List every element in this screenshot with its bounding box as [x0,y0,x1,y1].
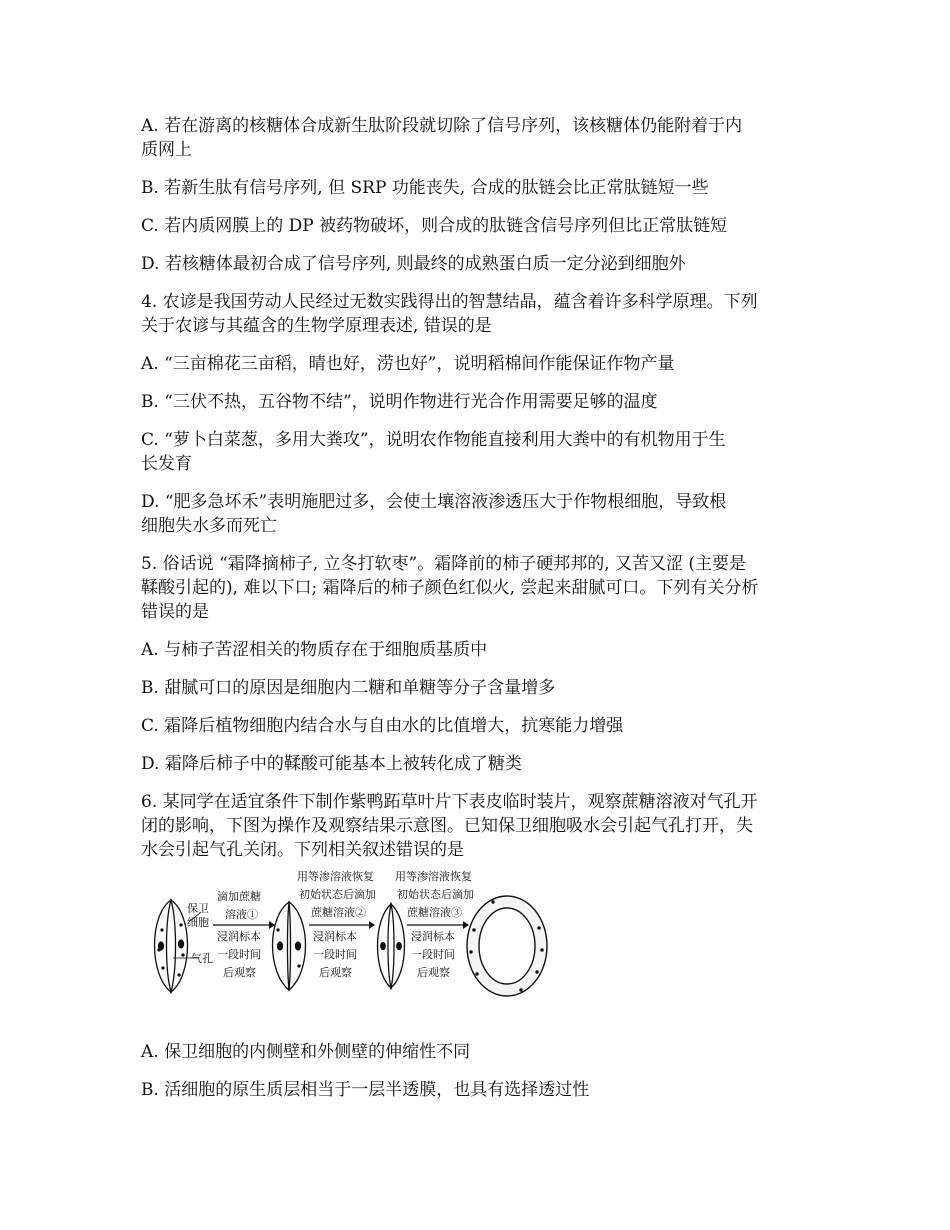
question-5-line3: 错误的是 [141,602,209,622]
option-4d-line2: 细胞失水多而死亡 [141,516,277,536]
stoma-partial [378,904,405,988]
question-6-line2: 闭的影响，下图为操作及观察结果示意图。已知保卫细胞吸水会引起气孔打开，失 [141,816,753,836]
option-6a: A. 保卫细胞的内侧壁和外侧壁的伸缩性不同 [141,1042,471,1062]
option-5a: A. 与柿子苦涩相关的物质存在于细胞质基质中 [141,640,488,660]
step1-line4: 一段时间 [217,948,261,961]
option-4c-line1: C. “萝卜白菜葱，多用大粪攻”，说明农作物能直接利用大粪中的有机物用于生 [141,430,726,450]
step2-line2: 浸润标本 [313,930,357,943]
option-3b: B. 若新生肽有信号序列, 但 SRP 功能丧失, 合成的肽链会比正常肽链短一些 [141,178,709,198]
question-4-line1: 4. 农谚是我国劳动人民经过无数实践得出的智慧结晶，蕴含着许多科学原理。下列 [141,292,758,312]
option-3a-line1: A. 若在游离的核糖体合成新生肽阶段就切除了信号序列，该核糖体仍能附着于内 [141,116,743,136]
option-4c-line2: 长发育 [141,454,192,474]
step3-line2: 浸润标本 [411,930,455,943]
step2-line3: 一段时间 [313,948,357,961]
option-4b: B. “三伏不热，五谷物不结”，说明作物进行光合作用需要足够的温度 [141,392,658,412]
option-6b: B. 活细胞的原生质层相当于一层半透膜，也具有选择透过性 [141,1080,590,1100]
option-4d-line1: D. “肥多急坏禾”表明施肥过多，会使土壤溶液渗透压大于作物根细胞，导致根 [141,492,727,512]
arrow-3-head [463,921,469,929]
label-guard-cell-1: 保卫 [187,902,209,915]
option-5b: B. 甜腻可口的原因是细胞内二糖和单糖等分子含量增多 [141,678,556,698]
label-stoma: 气孔 [191,952,213,965]
option-3a-line2: 质网上 [141,140,192,160]
step2-top-line1: 用等渗溶液恢复 [297,870,374,883]
option-5d: D. 霜降后柿子中的鞣酸可能基本上被转化成了糖类 [141,754,522,774]
label-guard-cell-2: 细胞 [187,916,209,929]
option-3c: C. 若内质网膜上的 DP 被药物破坏，则合成的肽链含信号序列但比正常肽链短 [141,216,728,236]
question-5-line2: 鞣酸引起的), 难以下口; 霜降后的柿子颜色红似火, 尝起来甜腻可口。下列有关分析 [141,578,759,598]
question-6-line1: 6. 某同学在适宜条件下制作紫鸭跖草叶片下表皮临时装片，观察蔗糖溶液对气孔开 [141,792,758,812]
stomata-experiment-figure [141,870,551,1000]
step1-line2: 溶液① [225,908,258,921]
step2-line1: 蔗糖溶液② [311,906,366,919]
stoma-open [467,896,547,996]
step2-line4: 后观察 [319,966,352,979]
step3-line4: 后观察 [417,966,450,979]
question-5-line1: 5. 俗话说 “霜降摘柿子, 立冬打软枣”。霜降前的柿子硬邦邦的, 又苦又涩 (主要是 [141,554,747,574]
question-4-line2: 关于农谚与其蕴含的生物学原理表述, 错误的是 [141,316,492,336]
question-6-line3: 水会引起气孔关闭。下列相关叙述错误的是 [141,840,464,860]
step1-line1: 滴加蔗糖 [217,890,261,903]
step1-line3: 浸润标本 [217,930,261,943]
option-4a: A. “三亩棉花三亩稻，晴也好，涝也好”，说明稻棉间作能保证作物产量 [141,354,675,374]
step2-top-line2: 初始状态后滴加 [299,888,376,901]
step3-top-line2: 初始状态后滴加 [397,888,474,901]
option-5c: C. 霜降后植物细胞内结合水与自由水的比值增大，抗寒能力增强 [141,716,624,736]
step3-top-line1: 用等渗溶液恢复 [395,870,472,883]
option-3d: D. 若核糖体最初合成了信号序列, 则最终的成熟蛋白质一定分泌到细胞外 [141,254,686,274]
step3-line1: 蔗糖溶液③ [407,906,462,919]
stoma-closed [273,902,306,990]
step1-line5: 后观察 [223,966,256,979]
step3-line3: 一段时间 [411,948,455,961]
arrow-2-head [369,921,375,929]
stoma-initial [155,900,188,992]
